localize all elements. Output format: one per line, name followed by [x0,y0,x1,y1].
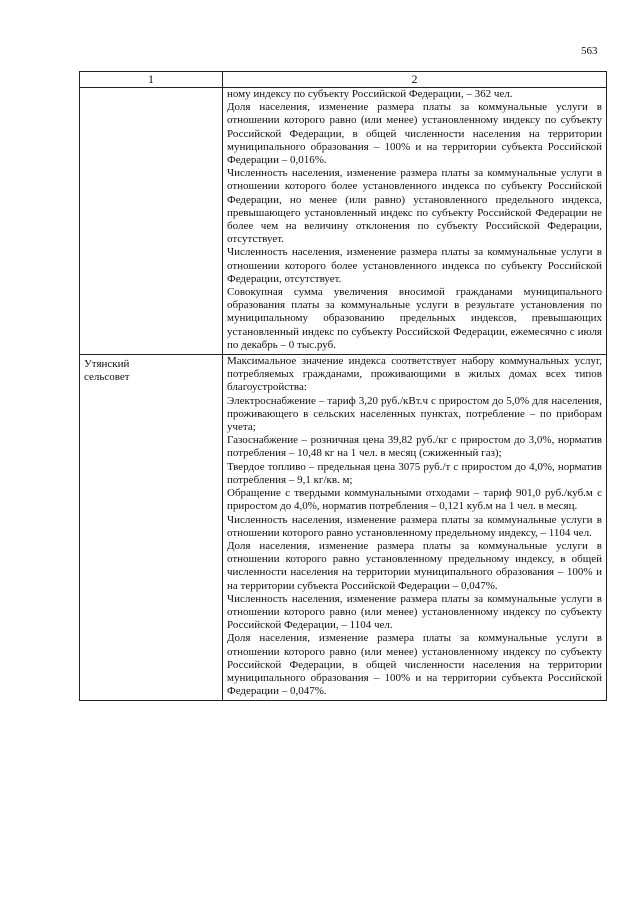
paragraph: Газоснабжение – розничная цена 39,82 руб./кг с приростом до 3,0%, норматив потребления – 10,48 кг на 1 чел. в месяц (сжиженный газ); [227,434,602,460]
table-row-continuation [80,88,607,355]
row-label-cell [80,355,223,701]
paragraph: Обращение с твердыми коммунальными отходами – тариф 901,0 руб./куб.м с приростом до 4,0%, норматив потребления – 0,121 куб.м на 1 чел. в месяц. [227,487,602,513]
column-header-2: 2 [223,72,607,88]
paragraph: Совокупная сумма увеличения вносимой гражданами муниципального образования платы за коммунальные услуги в результате установления по муниципальному образованию предельных индексов, превышающих установленный индекс по субъекту Российской Федерации, ежемесячно с июля по декабрь – 0 тыс.руб. [227,286,602,351]
row-label-cell [80,88,223,355]
paragraph: Численность населения, изменение размера платы за коммунальные услуги в отношении которого равно установленному предельному индексу, – 1104 чел. [227,513,602,539]
paragraph: Электроснабжение – тариф 3,20 руб./кВт.ч с приростом до 5,0% для населения, проживающего в сельских населенных пунктах, потребление – по приборам учета; [227,394,602,434]
row-content-cell [223,355,607,701]
paragraph: Доля населения, изменение размера платы за коммунальные услуги в отношении которого равно установленному предельному индексу, в общей численности населения на территории муниципального образования – 100% и на территории субъекта Российской Федерации – 0,047%. [227,539,602,592]
paragraph: Доля населения, изменение размера платы за коммунальные услуги в отношении которого равно (или менее) установленному индексу по субъекту Российской Федерации, в общей численности населения на территории муниципального образования – 100% и на территории субъекта Российской Федерации – 0,047%. [227,632,602,698]
table-row-utyansky [80,355,607,701]
paragraph: Численность населения, изменение размера платы за коммунальные услуги в отношении которого более установленного индекса по субъекту Российской Федерации, отсутствует. [227,246,602,285]
document-table [79,71,607,701]
table-header [80,72,607,88]
paragraph: Максимальное значение индекса соответствует набору коммунальных услуг, потребляемых гражданами, проживающими в жилых домах всех типов благоустройства: [227,355,602,394]
municipality-name-line: сельсовет [84,371,130,384]
column-header-1: 1 [80,72,223,88]
header-row [80,72,607,88]
page-number: 563 [581,45,598,57]
paragraph: Численность населения, изменение размера платы за коммунальные услуги в отношении которого равно (или менее) установленному индексу по субъекту Российской Федерации, – 1104 чел. [227,592,602,632]
paragraph: Твердое топливо – предельная цена 3075 руб./т с приростом до 4,0%, норматив потребления – 9,1 кг/кв. м; [227,460,602,486]
row-content-cell [223,88,607,355]
paragraph: Доля населения, изменение размера платы за коммунальные услуги в отношении которого равно (или менее) установленному индексу по субъекту Российской Федерации, в общей численности населения на территории муниципального образования – 100% и на территории субъекта Российской Федерации – 0,016%. [227,101,602,167]
paragraph: ному индексу по субъекту Российской Федерации, – 362 чел. [227,88,513,100]
paragraph: Численность населения, изменение размера платы за коммунальные услуги в отношении которого более установленного индекса по субъекту Российской Федерации, но менее (или равно) установленного предельного индекса, превышающего установленный индекс по субъекту Российской Федерации не более чем на величину отклонения по субъекту Российской Федерации, отсутствует. [227,167,602,246]
municipality-name-line: Утянский [84,358,130,371]
